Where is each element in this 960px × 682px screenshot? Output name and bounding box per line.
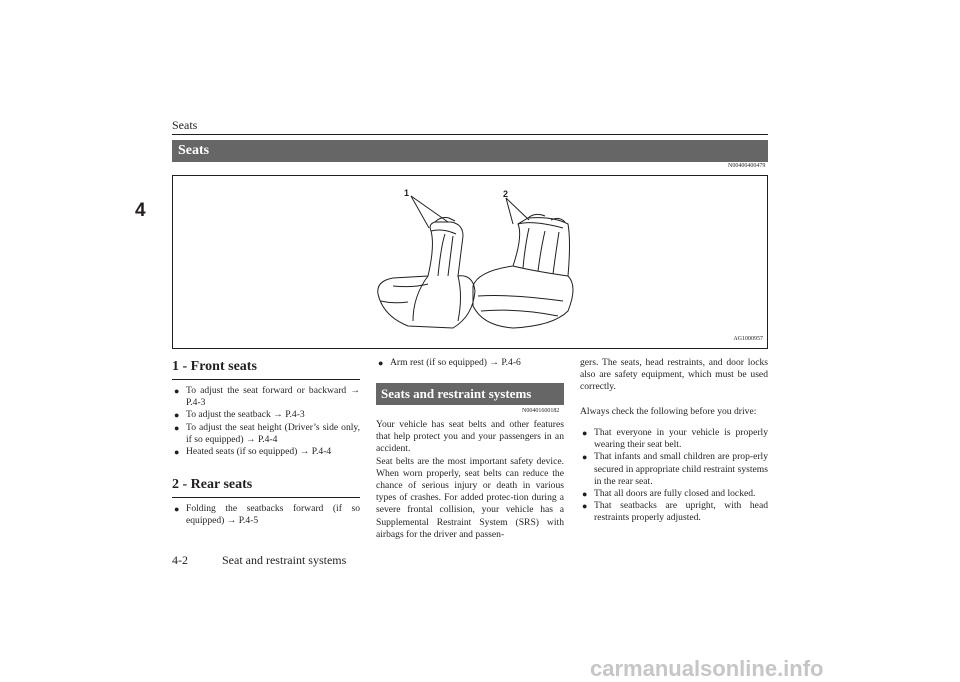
paragraph: Your vehicle has seat belts and other features that help protect you and your passengers in an accident. [376, 419, 564, 455]
rear-seats-heading: 2 - Rear seats [172, 474, 360, 498]
restraint-systems-body [376, 419, 564, 541]
list-item: ● That all doors are fully closed and locked. [582, 488, 756, 500]
figure-label-1: 1 [404, 188, 410, 198]
section-title-bar: Seats [172, 140, 768, 162]
list-item: ● Folding the seatbacks forward (if so equipped) → P.4-5 [174, 503, 360, 527]
page-number: 4-2 [172, 553, 188, 567]
list-item: ● To adjust the seatback → P.4-3 [174, 409, 305, 421]
list-item: ● To adjust the seat forward or backward → P.4-3 [174, 385, 360, 409]
paragraph: gers. The seats, head restraints, and door locks also are safety equipment, which must be used correctly. [580, 357, 768, 393]
list-item: ● That seatbacks are upright, with head restraints properly adjusted. [582, 500, 768, 524]
paragraph: Always check the following before you drive: [580, 406, 757, 417]
restraint-systems-code: N00401600182 [522, 408, 560, 414]
front-seats-heading: 1 - Front seats [172, 356, 360, 380]
paragraph: Seat belts are the most important safety device. When worn properly, seat belts can reduce the chance of serious injury or death in various types of crashes. For added protec-tion during a severe frontal collision, your vehicle has a Supplemental Restraint System (SRS) with airbags for the driver and passen- [376, 455, 564, 540]
list-item: ● That infants and small children are prop-erly secured in appropriate child restraint systems in the rear seat. [582, 451, 768, 487]
figure-id: AG1000957 [733, 336, 763, 342]
front-seats-list [172, 385, 360, 458]
footer-title: Seat and restraint systems [222, 553, 347, 567]
header-rule [172, 134, 768, 135]
chapter-number: 4 [135, 200, 146, 221]
list-item: ● To adjust the seat height (Driver’s side only, if so equipped) → P.4-4 [174, 421, 360, 445]
restraint-systems-heading: Seats and restraint systems [376, 383, 564, 405]
list-item: ● That everyone in your vehicle is properly wearing their seat belt. [582, 427, 768, 451]
watermark: carmanualsonline.info [590, 656, 824, 681]
page-header-title: Seats [172, 118, 198, 132]
armrest-list [376, 357, 564, 369]
seats-illustration [173, 176, 767, 348]
list-item: ● Heated seats (if so equipped) → P.4-4 [174, 446, 332, 458]
figure-label-2: 2 [503, 189, 509, 199]
rear-seats-list [172, 503, 360, 527]
seats-figure [172, 175, 768, 349]
list-item: ● Arm rest (if so equipped) → P.4-6 [378, 357, 521, 368]
section-code: N00400400479 [728, 163, 766, 169]
checklist [580, 427, 768, 525]
